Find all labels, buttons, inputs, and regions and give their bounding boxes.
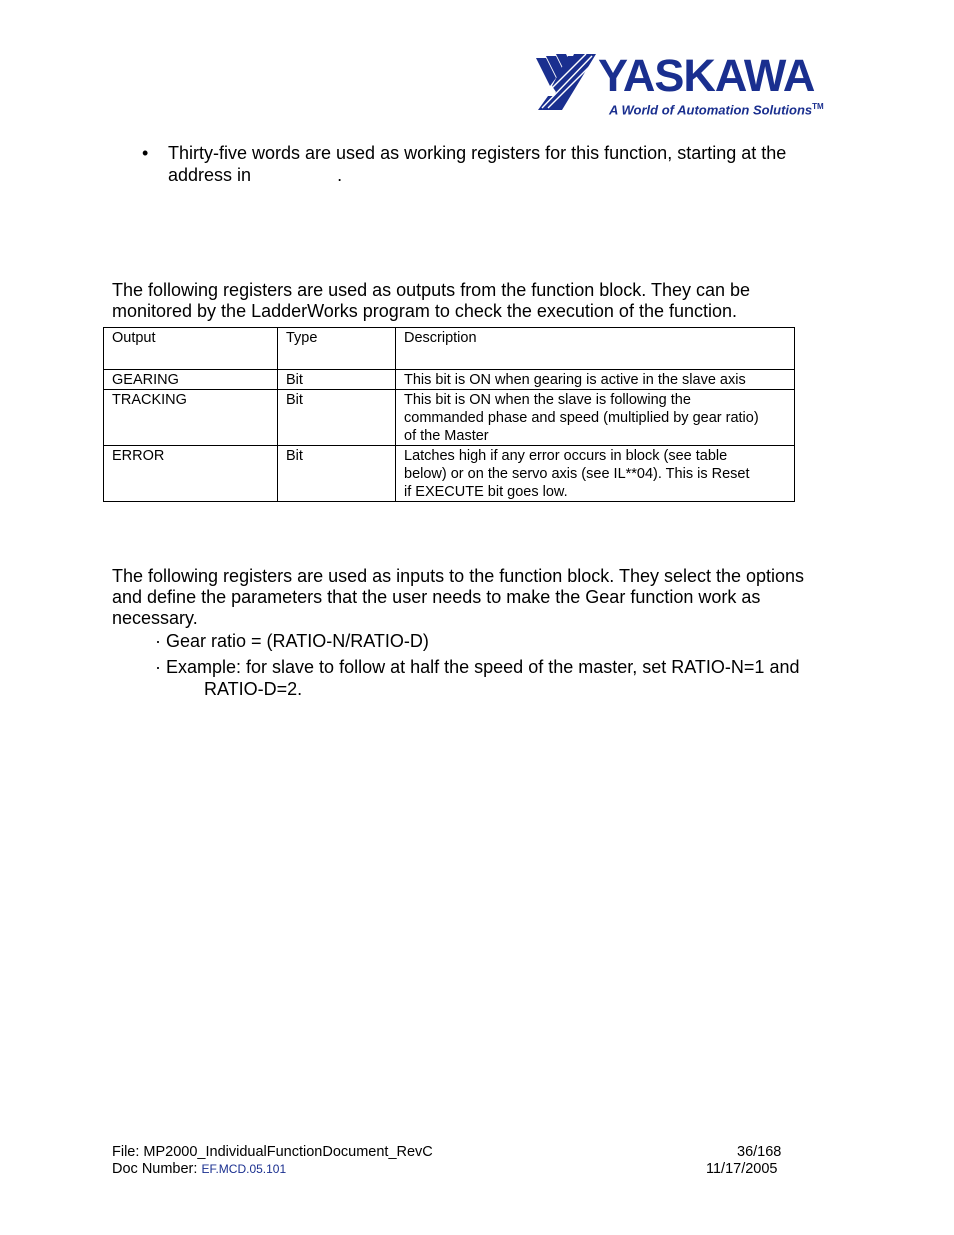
header-description: Description <box>396 328 795 370</box>
table-row <box>104 446 795 502</box>
bullet-line-2-text: address in <box>168 165 252 185</box>
footer-file: File: MP2000_IndividualFunctionDocument_RevC <box>112 1144 433 1160</box>
inputs-intro-line-1: The following registers are used as inputs to the function block. They select the options <box>112 566 805 586</box>
footer-doc-label: Doc Number: <box>112 1161 198 1177</box>
inputs-intro-paragraph <box>112 566 804 629</box>
outputs-table <box>103 327 795 502</box>
example-item-line-1: · Example: for slave to follow at half the speed of the master, set RATIO-N=1 and <box>155 657 800 677</box>
cell-output: TRACKING <box>104 390 278 446</box>
cell-description <box>396 446 795 502</box>
bullet-line-1: Thirty-five words are used as working registers for this function, starting at the <box>168 143 787 163</box>
bullet-line-2-end: . <box>337 165 343 185</box>
cell-description <box>396 370 795 390</box>
header-type: Type <box>278 328 396 370</box>
cell-type: Bit <box>278 446 396 502</box>
yaskawa-logo-mark-icon <box>534 52 598 112</box>
bullet-line-2 <box>168 164 828 186</box>
description-line: below) or on the servo axis (see IL**04). This is Reset <box>404 466 750 482</box>
cell-output: GEARING <box>104 370 278 390</box>
yaskawa-logo <box>534 52 824 118</box>
outputs-intro-line-2: monitored by the LadderWorks program to check the execution of the function. <box>112 301 738 321</box>
description-line: This bit is ON when the slave is following the <box>404 392 691 408</box>
description-line: of the Master <box>404 428 489 444</box>
description-line: commanded phase and speed (multiplied by gear ratio) <box>404 410 759 426</box>
cell-description <box>396 390 795 446</box>
description-line: This bit is ON when gearing is active in the slave axis <box>404 372 746 388</box>
bullet-dot: • <box>142 143 149 163</box>
table-row <box>104 390 795 446</box>
logo-trademark: TM <box>812 102 824 111</box>
gear-ratio-item: · Gear ratio = (RATIO-N/RATIO-D) <box>155 631 429 651</box>
header-output: Output <box>104 328 278 370</box>
footer-doc-number-value: EF.MCD.05.101 <box>201 1162 287 1176</box>
description-line: if EXECUTE bit goes low. <box>404 484 568 500</box>
outputs-intro-paragraph <box>112 280 750 322</box>
table-header-row <box>104 328 795 370</box>
example-item-line-2: RATIO-D=2. <box>204 679 303 699</box>
logo-wordmark: YASKAWA <box>598 50 815 101</box>
description-line: Latches high if any error occurs in block (see table <box>404 448 728 464</box>
outputs-intro-line-1: The following registers are used as outputs from the function block. They can be <box>112 280 751 300</box>
cell-output: ERROR <box>104 446 278 502</box>
bullet-text <box>168 142 828 186</box>
inputs-intro-line-3: necessary. <box>112 608 198 628</box>
logo-tagline <box>609 99 824 118</box>
inputs-intro-line-2: and define the parameters that the user needs to make the Gear function work as <box>112 587 761 607</box>
cell-type: Bit <box>278 370 396 390</box>
table-row <box>104 370 795 390</box>
footer-page-number: 36/168 <box>737 1144 782 1160</box>
footer-doc-number <box>112 1161 286 1178</box>
logo-tagline-text: A World of Automation Solutions <box>609 102 813 118</box>
footer-date: 11/17/2005 <box>706 1161 778 1177</box>
cell-type: Bit <box>278 390 396 446</box>
